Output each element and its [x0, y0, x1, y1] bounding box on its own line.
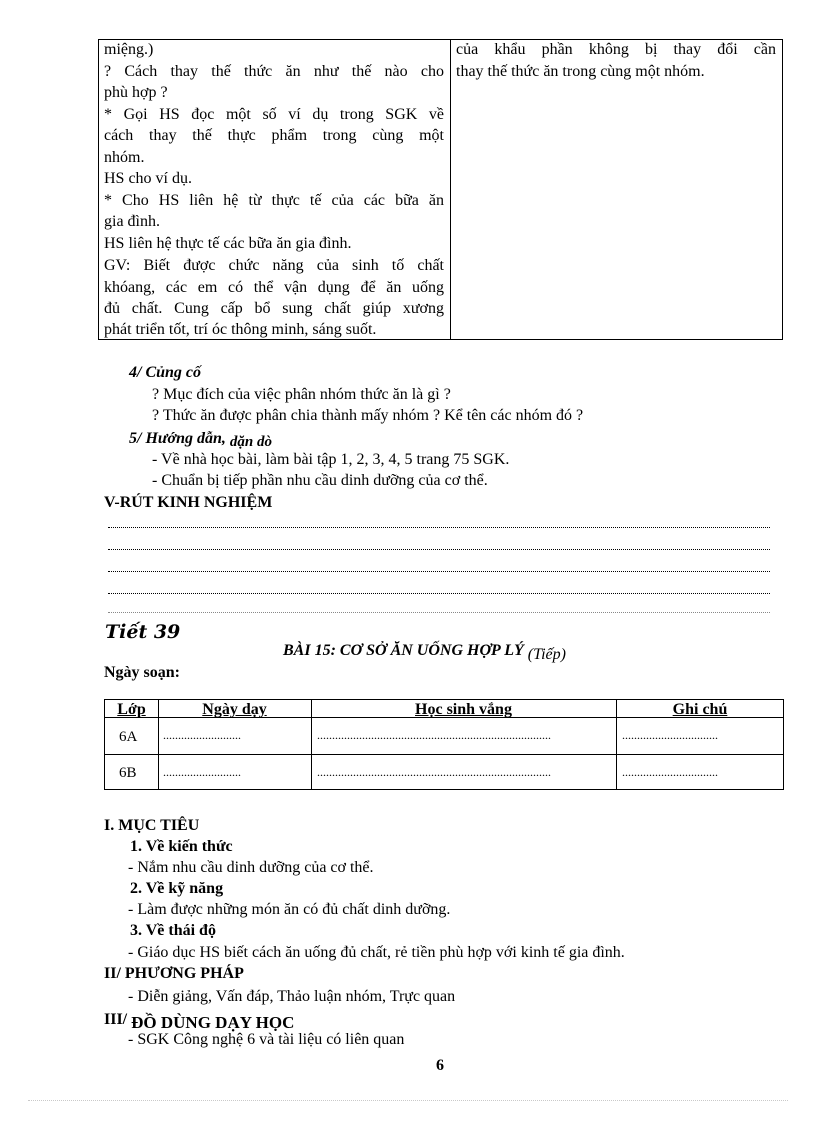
materials-heading: ĐỒ DÙNG DẠY HỌC — [131, 1013, 295, 1032]
materials-text: - SGK Công nghệ 6 và tài liệu có liên quan — [128, 1031, 405, 1048]
objectives-heading: I. MỤC TIÊU — [104, 817, 200, 834]
huong-dan-heading: 5/ Hướng dẫn, — [129, 430, 226, 447]
lesson-title-line — [283, 640, 566, 661]
huong-dan-heading-line — [129, 428, 272, 450]
objective-2-text: - Làm được những món ăn có đủ chất dinh dưỡng. — [128, 901, 451, 918]
dotted-line — [108, 570, 770, 572]
huong-dan-item-1: - Về nhà học bài, làm bài tập 1, 2, 3, 4, 5 trang 75 SGK. — [152, 451, 510, 468]
row-6a-note: ................................ — [622, 728, 718, 742]
row-6b-date: .......................... — [163, 765, 241, 779]
objective-3-heading: 3. Về thái độ — [130, 922, 216, 939]
dotted-line — [108, 611, 770, 613]
header-lop: Lớp — [117, 701, 146, 718]
method-heading: II/ PHƯƠNG PHÁP — [104, 965, 244, 982]
table-line: phát triển tốt, trí óc thông minh, sáng suốt. — [104, 321, 377, 338]
rut-kinh-nghiem-heading: V-RÚT KINH NGHIỆM — [104, 494, 273, 511]
materials-heading-line — [104, 1008, 294, 1030]
row-6a-date: .......................... — [163, 728, 241, 742]
page-bottom-edge — [28, 1100, 788, 1101]
table-line: ? Cách thay thế thức ăn như thế nào cho — [104, 63, 444, 80]
table-line: thay thế thức ăn trong cùng một nhóm. — [456, 63, 705, 80]
table-line: * Gọi HS đọc một số ví dụ trong SGK về — [104, 106, 444, 123]
header-ghi-chu: Ghi chú — [672, 701, 728, 718]
table-line: HS cho ví dụ. — [104, 170, 192, 187]
huong-dan-item-2: - Chuẩn bị tiếp phần nhu cầu dinh dưỡng của cơ thể. — [152, 472, 488, 489]
page-number: 6 — [436, 1057, 444, 1074]
tiet-label: Tiết 39 — [105, 621, 181, 643]
row-6b-absent: .............................................................................. — [317, 765, 551, 779]
table-line: khóang, các em có thể vận dụng để ăn uống — [104, 279, 444, 296]
cung-co-heading: 4/ Củng cố — [129, 364, 202, 381]
row-6a-absent: .............................................................................. — [317, 728, 551, 742]
table-line: HS liên hệ thực tế các bữa ăn gia đình. — [104, 235, 352, 252]
row-divider — [105, 754, 783, 755]
header-hoc-sinh-vang: Học sinh vắng — [415, 701, 512, 718]
header-ngay-day: Ngày dạy — [202, 701, 267, 718]
objective-2-heading: 2. Về kỹ năng — [130, 880, 224, 897]
dotted-line — [108, 592, 770, 594]
objective-3-text: - Giáo dục HS biết cách ăn uống đủ chất, rẻ tiền phù hợp với kinh tế gia đình. — [128, 944, 625, 961]
objective-1-text: - Nắm nhu cầu dinh dưỡng của cơ thể. — [128, 859, 374, 876]
materials-heading-prefix: III/ — [104, 1011, 128, 1028]
table-line: đủ chất. Cung cấp bổ sung chất giúp xương — [104, 300, 444, 317]
objective-1-heading: 1. Về kiến thức — [130, 838, 233, 855]
row-6a-class: 6A — [119, 729, 138, 745]
ngay-soan-label: Ngày soạn: — [104, 664, 181, 681]
table-line: gia đình. — [104, 213, 160, 230]
table-line: phù hợp ? — [104, 84, 168, 101]
lesson-title: BÀI 15: CƠ SỞ ĂN UỐNG HỢP LÝ — [283, 642, 524, 659]
column-divider — [450, 40, 451, 339]
row-6b-note: ................................ — [622, 765, 718, 779]
huong-dan-heading-tail: dặn dò — [229, 434, 272, 450]
table-line: của khẩu phần không bị thay đổi cần — [456, 41, 776, 58]
table-line: miệng.) — [104, 41, 154, 58]
table-line: * Cho HS liên hệ từ thực tế của các bữa ăn — [104, 192, 444, 209]
dotted-line — [108, 526, 770, 528]
method-text: - Diễn giảng, Vấn đáp, Thảo luận nhóm, Trực quan — [128, 988, 456, 1005]
cung-co-question-2: ? Thức ăn được phân chia thành mấy nhóm ? Kể tên các nhóm đó ? — [152, 407, 584, 424]
cung-co-question-1: ? Mục đích của việc phân nhóm thức ăn là gì ? — [152, 386, 451, 403]
table-line: GV: Biết được chức năng của sinh tố chất — [104, 257, 444, 274]
lesson-title-suffix: (Tiếp) — [527, 646, 566, 663]
row-6b-class: 6B — [119, 765, 137, 781]
class-attendance-table — [104, 699, 784, 790]
dotted-line — [108, 548, 770, 550]
table-line: cách thay thế thực phẩm trong cùng một — [104, 127, 444, 144]
table-line: nhóm. — [104, 149, 145, 166]
